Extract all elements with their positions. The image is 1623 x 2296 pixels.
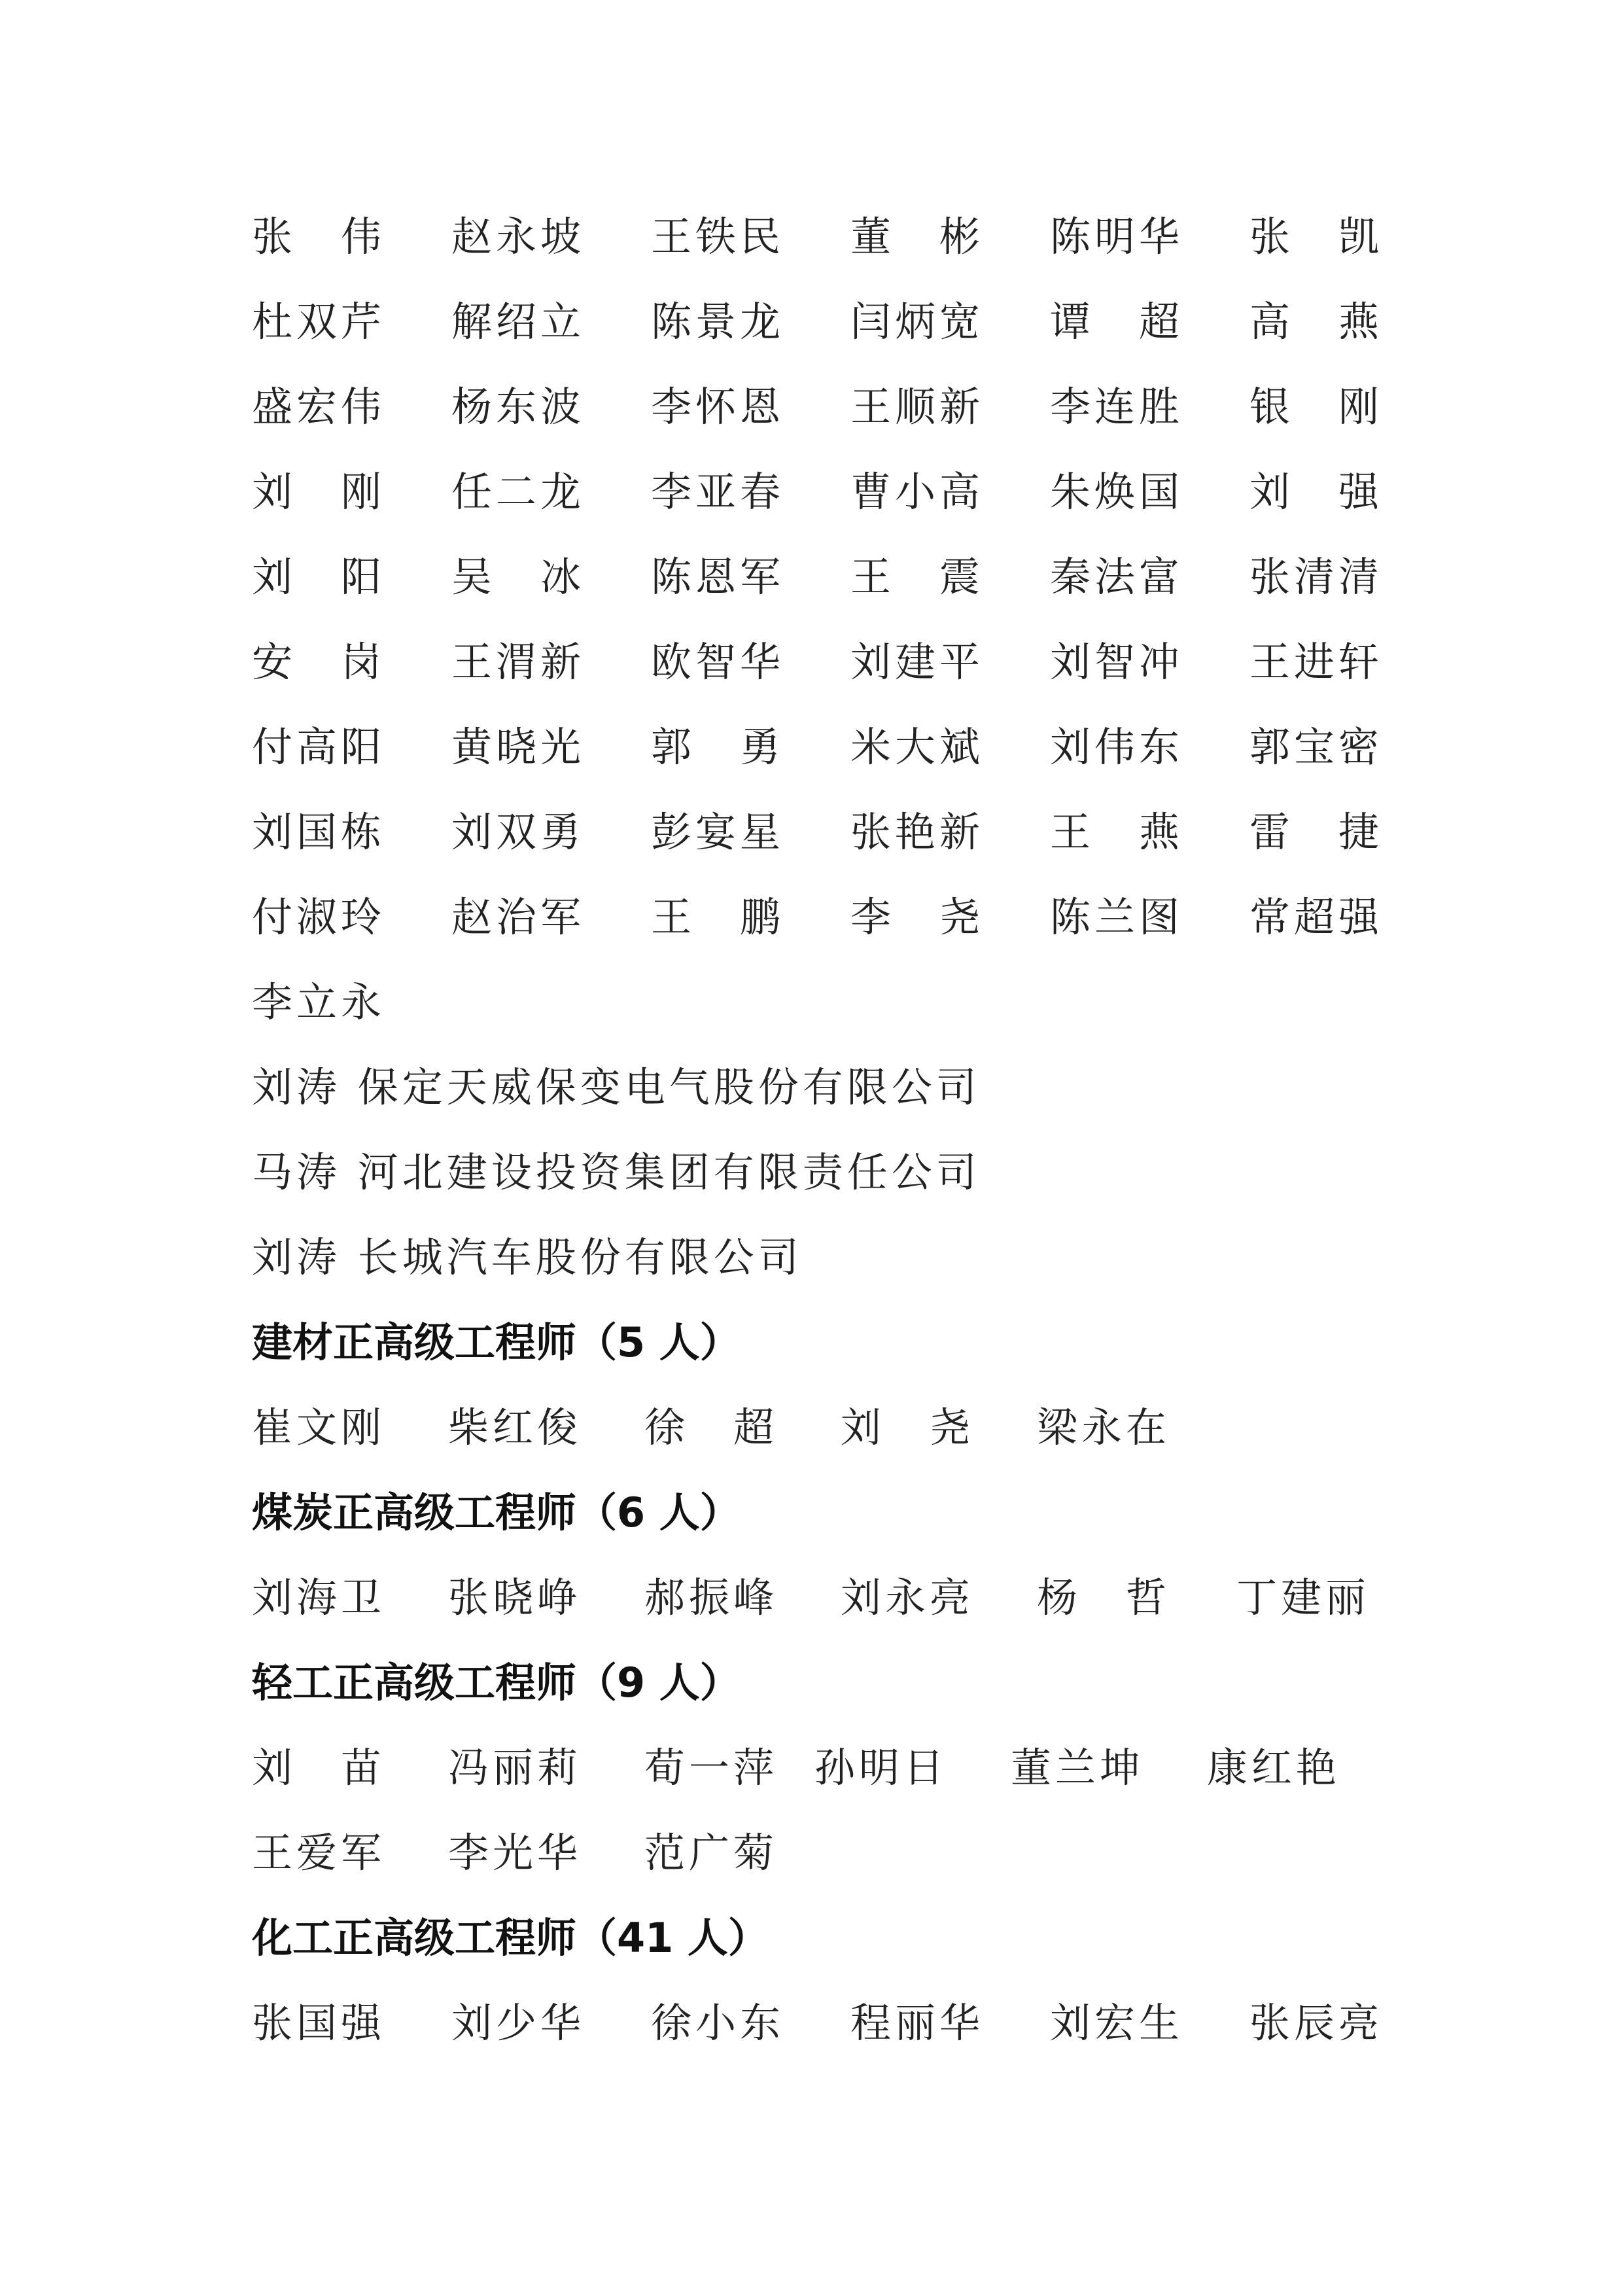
person-name: 赵永坡 bbox=[451, 213, 585, 260]
person-name: 王 震 bbox=[850, 553, 985, 601]
person-name: 解绍立 bbox=[451, 298, 585, 345]
person-name: 王铁民 bbox=[651, 213, 785, 260]
person-name: 徐 超 bbox=[644, 1404, 778, 1451]
person-name: 李亚春 bbox=[651, 468, 785, 516]
person-name: 刘国栋 bbox=[252, 808, 386, 856]
person-name: 陈恩军 bbox=[651, 553, 785, 601]
person-name: 刘双勇 bbox=[451, 808, 585, 856]
person-name: 陈兰图 bbox=[1050, 893, 1184, 941]
person-name: 王 鹏 bbox=[651, 893, 785, 941]
person-name: 吴 冰 bbox=[451, 553, 585, 601]
person-name: 刘永亮 bbox=[841, 1574, 975, 1621]
person-name: 秦法富 bbox=[1050, 553, 1184, 601]
person-name: 银 刚 bbox=[1249, 383, 1384, 431]
person-name: 刘伟东 bbox=[1050, 723, 1184, 771]
person-name: 刘 强 bbox=[1249, 468, 1384, 516]
person-name: 杜双芹 bbox=[252, 298, 386, 345]
person-name: 刘海卫 bbox=[252, 1574, 386, 1621]
company-line: 刘涛 保定天威保变电气股份有限公司 bbox=[252, 1063, 981, 1111]
person-name: 雷 捷 bbox=[1249, 808, 1384, 856]
person-name: 陈景龙 bbox=[651, 298, 785, 345]
person-name: 张艳新 bbox=[850, 808, 985, 856]
person-name: 常超强 bbox=[1249, 893, 1384, 941]
person-name: 郭 勇 bbox=[651, 723, 785, 771]
person-name: 付高阳 bbox=[252, 723, 386, 771]
person-name: 郝振峰 bbox=[644, 1574, 778, 1621]
person-name: 孙明日 bbox=[814, 1744, 949, 1792]
person-name: 刘 尧 bbox=[841, 1404, 975, 1451]
person-name: 刘 苗 bbox=[252, 1744, 386, 1792]
person-name: 李光华 bbox=[448, 1829, 582, 1877]
company-line: 刘涛 长城汽车股份有限公司 bbox=[252, 1233, 803, 1281]
person-name: 张 伟 bbox=[252, 213, 386, 260]
person-name: 李 尧 bbox=[850, 893, 985, 941]
person-name: 康红艳 bbox=[1207, 1744, 1341, 1792]
person-name: 董 彬 bbox=[850, 213, 985, 260]
person-name: 王顺新 bbox=[850, 383, 985, 431]
person-name: 李怀恩 bbox=[651, 383, 785, 431]
person-name: 任二龙 bbox=[451, 468, 585, 516]
person-name: 彭宴星 bbox=[651, 808, 785, 856]
person-name: 米大斌 bbox=[850, 723, 985, 771]
section-heading-building-materials: 建材正高级工程师（5 人） bbox=[252, 1318, 741, 1366]
person-name: 杨东波 bbox=[451, 383, 585, 431]
section-heading-light-industry: 轻工正高级工程师（9 人） bbox=[252, 1659, 741, 1706]
person-name: 王 燕 bbox=[1050, 808, 1184, 856]
person-name: 梁永在 bbox=[1037, 1404, 1171, 1451]
section-heading-coal: 煤炭正高级工程师（6 人） bbox=[252, 1489, 741, 1536]
person-name: 高 燕 bbox=[1249, 298, 1384, 345]
person-name: 张辰亮 bbox=[1249, 1999, 1384, 2047]
section-heading-chemical: 化工正高级工程师（41 人） bbox=[252, 1914, 769, 1962]
person-name: 徐小东 bbox=[651, 1999, 785, 2047]
person-name: 付淑玲 bbox=[252, 893, 386, 941]
person-name: 杨 哲 bbox=[1037, 1574, 1171, 1621]
person-name: 朱焕国 bbox=[1050, 468, 1184, 516]
person-name: 刘智冲 bbox=[1050, 638, 1184, 686]
person-name: 刘少华 bbox=[451, 1999, 585, 2047]
person-name: 赵治军 bbox=[451, 893, 585, 941]
person-name: 谭 超 bbox=[1050, 298, 1184, 345]
person-name: 王进轩 bbox=[1249, 638, 1384, 686]
person-name: 范广菊 bbox=[644, 1829, 778, 1877]
person-name: 张 凯 bbox=[1249, 213, 1384, 260]
person-name: 张晓峥 bbox=[448, 1574, 582, 1621]
person-name: 盛宏伟 bbox=[252, 383, 386, 431]
person-name: 李连胜 bbox=[1050, 383, 1184, 431]
person-name: 闫炳宽 bbox=[850, 298, 985, 345]
person-name: 王渭新 bbox=[451, 638, 585, 686]
person-name: 荀一萍 bbox=[644, 1744, 778, 1792]
person-name: 安 岗 bbox=[252, 638, 386, 686]
person-name: 刘建平 bbox=[850, 638, 985, 686]
company-line: 马涛 河北建设投资集团有限责任公司 bbox=[252, 1148, 981, 1196]
person-name: 欧智华 bbox=[651, 638, 785, 686]
person-name: 曹小高 bbox=[850, 468, 985, 516]
person-name: 崔文刚 bbox=[252, 1404, 386, 1451]
person-name: 张国强 bbox=[252, 1999, 386, 2047]
person-name: 刘宏生 bbox=[1050, 1999, 1184, 2047]
person-name: 丁建丽 bbox=[1236, 1574, 1370, 1621]
person-name: 陈明华 bbox=[1050, 213, 1184, 260]
person-name: 张清清 bbox=[1249, 553, 1384, 601]
person-name: 冯丽莉 bbox=[448, 1744, 582, 1792]
person-name: 董兰坤 bbox=[1011, 1744, 1145, 1792]
person-name: 黄晓光 bbox=[451, 723, 585, 771]
person-name: 柴红俊 bbox=[448, 1404, 582, 1451]
person-name: 王爱军 bbox=[252, 1829, 386, 1877]
person-name: 李立永 bbox=[252, 978, 386, 1026]
person-name: 刘 阳 bbox=[252, 553, 386, 601]
person-name: 郭宝密 bbox=[1249, 723, 1384, 771]
person-name: 刘 刚 bbox=[252, 468, 386, 516]
person-name: 程丽华 bbox=[850, 1999, 985, 2047]
